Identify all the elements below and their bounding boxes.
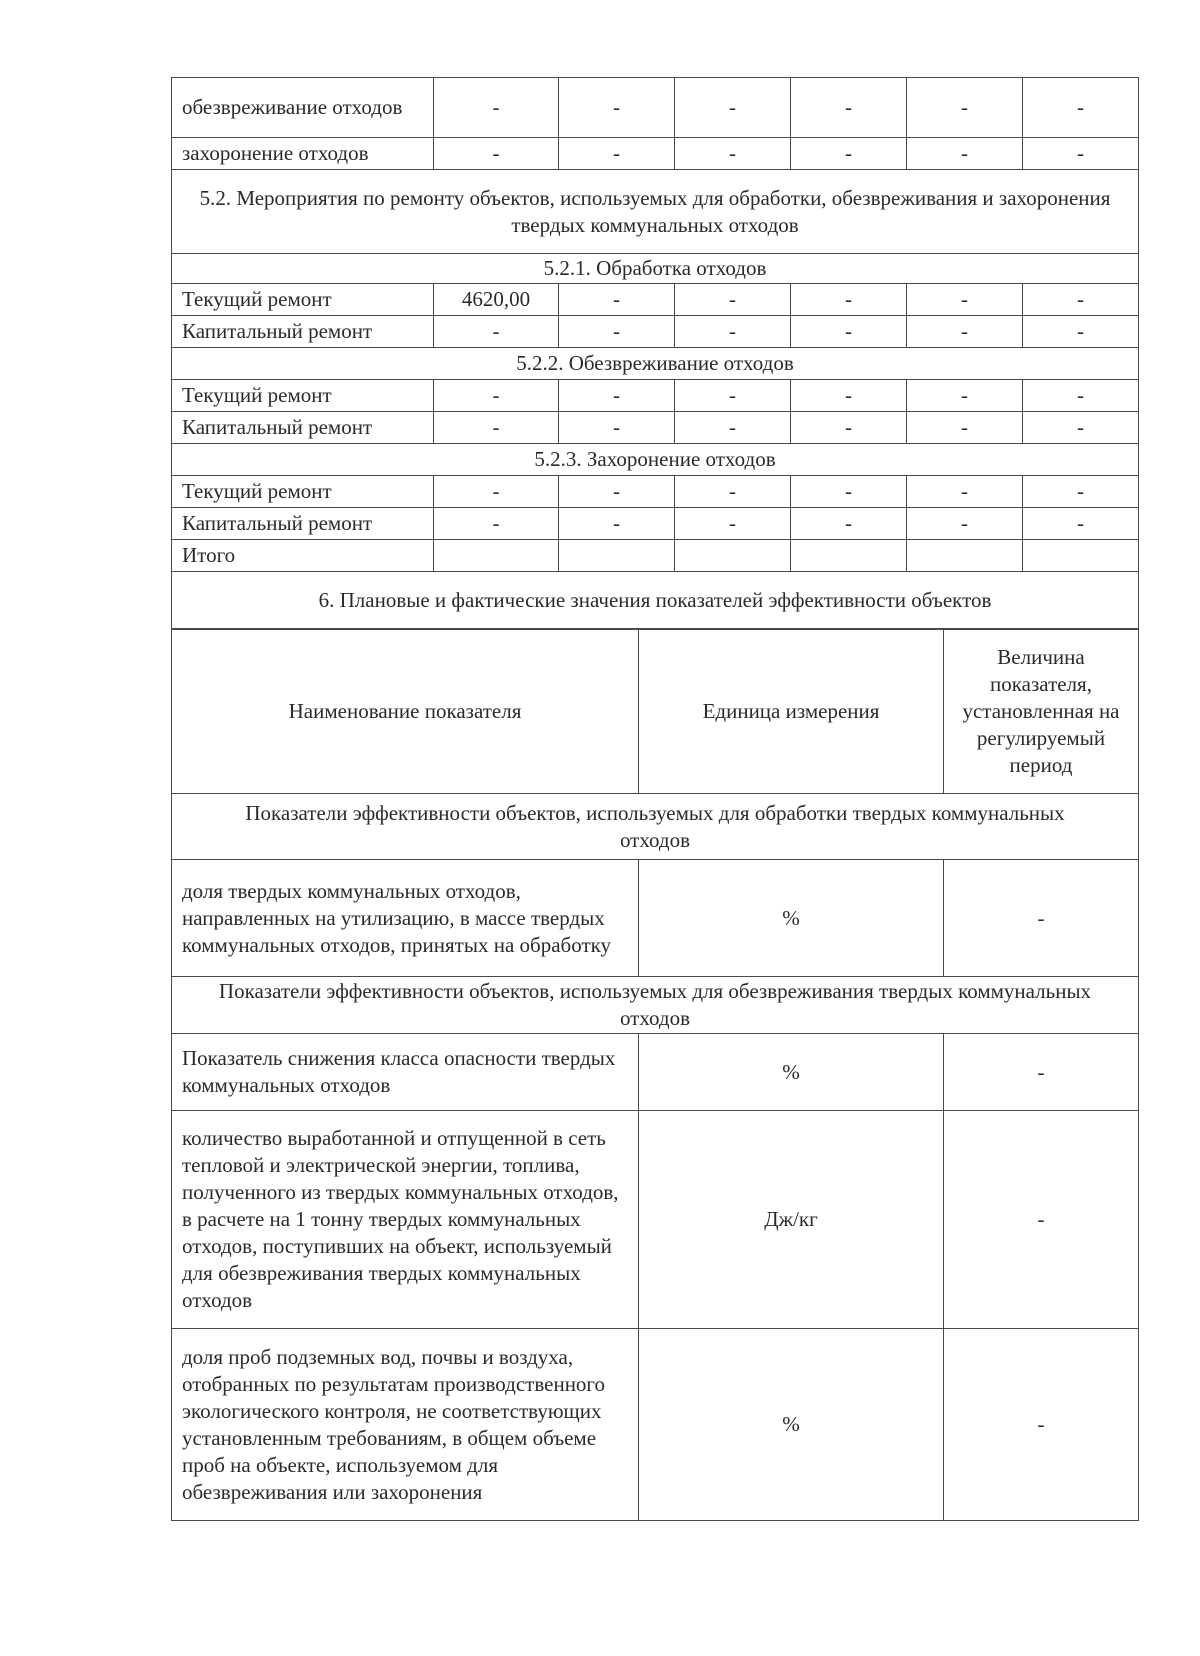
indicator-name: Показатель снижения класса опасности твердых коммунальных отходов bbox=[172, 1034, 639, 1111]
cell-value: - bbox=[907, 78, 1023, 138]
table-row bbox=[172, 380, 1139, 412]
cell-value: - bbox=[434, 138, 559, 170]
indicator-row bbox=[172, 1329, 1139, 1521]
cell-value: - bbox=[791, 138, 907, 170]
cell-value: - bbox=[1023, 380, 1139, 412]
cell-value bbox=[434, 540, 559, 572]
cell-value bbox=[559, 540, 675, 572]
indicator-value: - bbox=[944, 860, 1139, 977]
cell-value: - bbox=[434, 508, 559, 540]
cell-value: 4620,00 bbox=[434, 284, 559, 316]
cell-value: - bbox=[791, 316, 907, 348]
header-value: Величина показателя, установленная на регулируемый период bbox=[944, 629, 1139, 794]
cell-value: - bbox=[559, 138, 675, 170]
cell-value: - bbox=[675, 380, 791, 412]
indicator-value: - bbox=[944, 1111, 1139, 1329]
cell-value: - bbox=[434, 412, 559, 444]
table-row bbox=[172, 540, 1139, 572]
row-label: Капитальный ремонт bbox=[172, 508, 434, 540]
indicator-unit: % bbox=[639, 1329, 944, 1521]
row-label: Текущий ремонт bbox=[172, 476, 434, 508]
subsection-heading: 5.2.3. Захоронение отходов bbox=[172, 444, 1139, 476]
cell-value: - bbox=[675, 316, 791, 348]
indicator-value: - bbox=[944, 1329, 1139, 1521]
section-heading: 6. Плановые и фактические значения показателей эффективности объектов bbox=[172, 572, 1139, 630]
table-row bbox=[172, 412, 1139, 444]
table-row bbox=[172, 78, 1139, 138]
cell-value: - bbox=[559, 476, 675, 508]
efficiency-indicators-table bbox=[171, 628, 1139, 1521]
row-label: Капитальный ремонт bbox=[172, 316, 434, 348]
cell-value: - bbox=[559, 78, 675, 138]
indicator-name: доля твердых коммунальных отходов, направленных на утилизацию, в массе твердых коммунальных отходов, принятых на обработку bbox=[172, 860, 639, 977]
indicator-unit: Дж/кг bbox=[639, 1111, 944, 1329]
table-row bbox=[172, 284, 1139, 316]
table-row bbox=[172, 508, 1139, 540]
cell-value: - bbox=[907, 476, 1023, 508]
cell-value: - bbox=[434, 78, 559, 138]
row-label: Текущий ремонт bbox=[172, 284, 434, 316]
indicator-row bbox=[172, 860, 1139, 977]
cell-value: - bbox=[791, 412, 907, 444]
subsection-heading-row bbox=[172, 444, 1139, 476]
row-label: Итого bbox=[172, 540, 434, 572]
subsection-heading: 5.2.1. Обработка отходов bbox=[172, 254, 1139, 284]
subsection-heading-row bbox=[172, 254, 1139, 284]
cell-value: - bbox=[907, 284, 1023, 316]
indicator-row bbox=[172, 1111, 1139, 1329]
header-name: Наименование показателя bbox=[172, 629, 639, 794]
cell-value: - bbox=[434, 476, 559, 508]
indicator-value: - bbox=[944, 1034, 1139, 1111]
cell-value: - bbox=[1023, 508, 1139, 540]
indicator-unit: % bbox=[639, 860, 944, 977]
subsection-heading-row bbox=[172, 348, 1139, 380]
header-unit: Единица измерения bbox=[639, 629, 944, 794]
row-label: захоронение отходов bbox=[172, 138, 434, 170]
cell-value: - bbox=[559, 284, 675, 316]
indicator-group-row bbox=[172, 794, 1139, 860]
cell-value: - bbox=[1023, 78, 1139, 138]
section-heading-row bbox=[172, 572, 1139, 630]
cell-value: - bbox=[791, 78, 907, 138]
cell-value: - bbox=[675, 476, 791, 508]
table-row bbox=[172, 316, 1139, 348]
cell-value: - bbox=[434, 316, 559, 348]
row-label: Текущий ремонт bbox=[172, 380, 434, 412]
row-label: обезвреживание отходов bbox=[172, 78, 434, 138]
cell-value: - bbox=[907, 508, 1023, 540]
cell-value: - bbox=[1023, 316, 1139, 348]
cell-value: - bbox=[791, 284, 907, 316]
indicator-group-heading: Показатели эффективности объектов, используемых для обезвреживания твердых коммунальных отходов bbox=[172, 977, 1139, 1034]
cell-value: - bbox=[675, 412, 791, 444]
cell-value: - bbox=[675, 284, 791, 316]
cell-value bbox=[675, 540, 791, 572]
cell-value: - bbox=[1023, 412, 1139, 444]
cell-value: - bbox=[907, 412, 1023, 444]
section-heading-row bbox=[172, 170, 1139, 254]
table-row bbox=[172, 476, 1139, 508]
repair-measures-table bbox=[171, 77, 1139, 630]
cell-value: - bbox=[791, 476, 907, 508]
cell-value: - bbox=[791, 508, 907, 540]
indicator-group-heading: Показатели эффективности объектов, используемых для обработки твердых коммунальных отходов bbox=[172, 794, 1139, 860]
indicator-group-row bbox=[172, 977, 1139, 1034]
cell-value: - bbox=[675, 138, 791, 170]
cell-value: - bbox=[907, 138, 1023, 170]
cell-value: - bbox=[559, 412, 675, 444]
cell-value: - bbox=[1023, 284, 1139, 316]
indicator-row bbox=[172, 1034, 1139, 1111]
indicator-name: количество выработанной и отпущенной в сеть тепловой и электрической энергии, топлива, полученного из твердых коммунальных отходов, в расчете на 1 тонну твердых коммунальных отходов, поступивших на объект, используемый для обезвреживания твердых коммунальных отходов bbox=[172, 1111, 639, 1329]
cell-value bbox=[791, 540, 907, 572]
header-row bbox=[172, 629, 1139, 794]
cell-value bbox=[907, 540, 1023, 572]
cell-value: - bbox=[675, 78, 791, 138]
section-heading: 5.2. Мероприятия по ремонту объектов, используемых для обработки, обезвреживания и захоронения твердых коммунальных отходов bbox=[172, 170, 1139, 254]
subsection-heading: 5.2.2. Обезвреживание отходов bbox=[172, 348, 1139, 380]
indicator-name: доля проб подземных вод, почвы и воздуха, отобранных по результатам производственного экологического контроля, не соответствующих установленным требованиям, в общем объеме проб на объекте, используемом для обезвреживания или захоронения bbox=[172, 1329, 639, 1521]
cell-value: - bbox=[559, 316, 675, 348]
cell-value: - bbox=[791, 380, 907, 412]
cell-value: - bbox=[907, 316, 1023, 348]
cell-value: - bbox=[434, 380, 559, 412]
table-row bbox=[172, 138, 1139, 170]
cell-value: - bbox=[559, 508, 675, 540]
cell-value bbox=[1023, 540, 1139, 572]
row-label: Капитальный ремонт bbox=[172, 412, 434, 444]
cell-value: - bbox=[1023, 476, 1139, 508]
indicator-unit: % bbox=[639, 1034, 944, 1111]
cell-value: - bbox=[559, 380, 675, 412]
cell-value: - bbox=[675, 508, 791, 540]
cell-value: - bbox=[907, 380, 1023, 412]
cell-value: - bbox=[1023, 138, 1139, 170]
